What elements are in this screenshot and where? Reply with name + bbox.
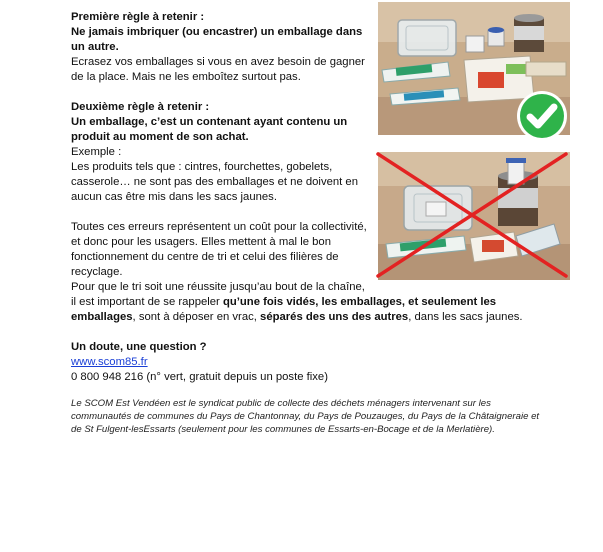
- rule1-body-line1: Ecrasez vos emballages si vous en avez besoin de gagner: [71, 56, 365, 68]
- rule2-statement-line1: Un emballage, c’est un contenant ayant contenu un: [71, 116, 348, 128]
- errors-line7-end: , dans les sacs jaunes.: [408, 311, 523, 323]
- red-cross-icon: [370, 150, 576, 282]
- rule2-statement-line2: produit au moment de son achat.: [71, 131, 249, 143]
- rule1-statement-line1: Ne jamais imbriquer (ou encastrer) un emballage dans: [71, 26, 363, 38]
- rule1-body-line2: de la place. Mais ne les emboîtez surtout pas.: [71, 71, 301, 83]
- rule2-heading: Deuxième règle à retenir :: [71, 101, 210, 113]
- errors-line5: Pour que le tri soit une réussite jusqu’au bout de la chaîne,: [71, 281, 365, 293]
- rule2-example-line2: casserole… ne sont pas des emballages et ne doivent en: [71, 176, 358, 188]
- errors-line6-emphasis: qu’une fois vidés, les emballages, et seulement les: [222, 296, 497, 308]
- rule2-example-line1: Les produits tels que : cintres, fourchettes, gobelets,: [71, 161, 333, 173]
- errors-line3: fonctionnement du centre de tri et celui des filières de: [71, 251, 339, 263]
- errors-line4: recyclage.: [71, 266, 123, 278]
- errors-line6-start: il est important de se rappeler: [71, 296, 223, 308]
- rule2-example-line3: aucun cas être mis dans les sacs jaunes.: [71, 191, 277, 203]
- website-link[interactable]: www.scom85.fr: [71, 356, 148, 368]
- errors-line2: et donc pour les usagers. Elles mettent à mal le bon: [71, 236, 331, 248]
- rule2-example-label: Exemple :: [71, 146, 122, 158]
- contact-heading: Un doute, une question ?: [71, 341, 207, 353]
- rule1-heading: Première règle à retenir :: [71, 11, 205, 23]
- rule1-statement-line2: un autre.: [71, 41, 119, 53]
- phone-number: 0 800 948 216 (n° vert, gratuit depuis un poste fixe): [71, 371, 328, 383]
- errors-line7-emphasis-b: séparés des uns des autres: [260, 311, 409, 323]
- errors-line6: [71, 295, 496, 310]
- footer-note: Le SCOM Est Vendéen est le syndicat public de collecte des déchets ménagers intervenant sur les communautés de communes du Pays de Chantonnay, du Pays de Pouzauges, du Pays de la Châtaigneraie et de St Fulgent-lesEssarts (seulement pour les communes de Essarts-en-Bocage et de la Merlatière).: [71, 398, 540, 435]
- checkmark-icon: [516, 90, 568, 142]
- errors-line7: [71, 310, 523, 325]
- errors-line1: Toutes ces erreurs représentent un coût pour la collectivité,: [71, 221, 367, 233]
- errors-line7-emphasis-a: emballages: [71, 311, 133, 323]
- errors-line7-mid: , sont à déposer en vrac,: [132, 311, 261, 323]
